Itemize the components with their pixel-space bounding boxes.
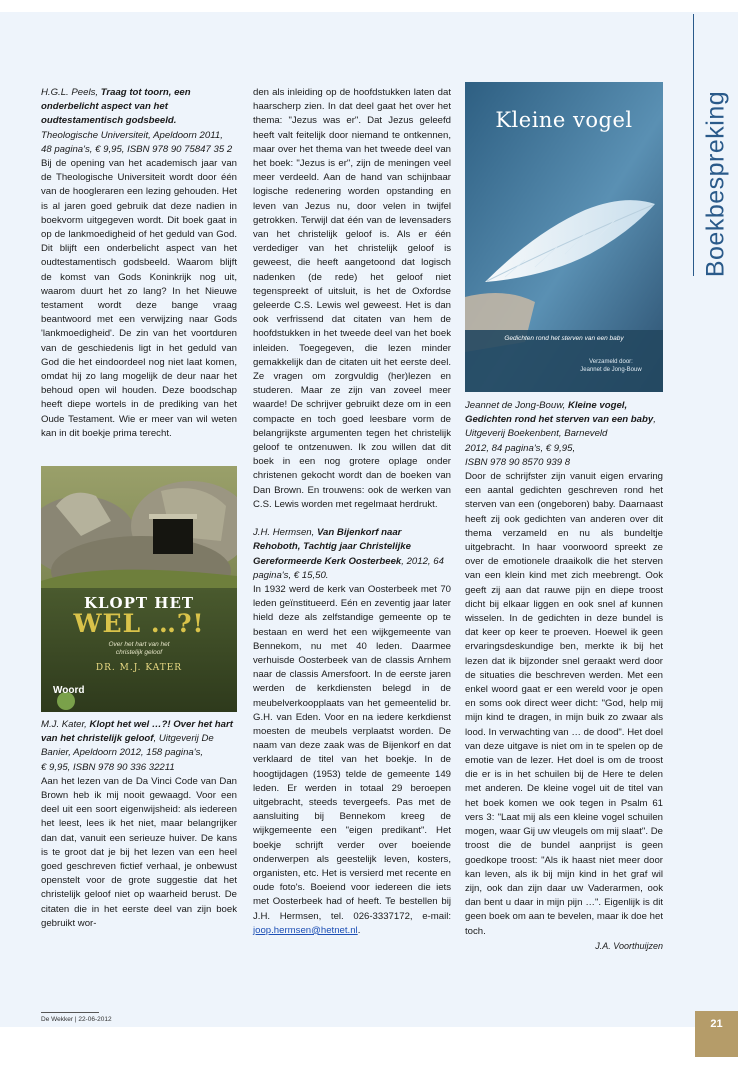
- page-number: 21: [695, 1011, 738, 1057]
- cover-1-publisher-logo: Woord: [53, 685, 85, 696]
- review-2-title: Klopt het wel …?! Over het hart van het christelijk geloof: [41, 719, 233, 745]
- review-3-author: J.H. Hermsen,: [253, 527, 317, 539]
- review-4-heading: Jeannet de Jong-Bouw, Kleine vogel, Gedichten rond het sterven van een baby, Uitgeverij Boekenbent, Barneveld 2012, 84 pagina's, € 9,95, ISBN 978 90 8570 939 8: [465, 400, 656, 468]
- review-4-author: Jeannet de Jong-Bouw,: [465, 400, 568, 411]
- review-2-body-part-1: Aan het lezen van de Da Vinci Code van Dan Brown heb ik mij nooit gewaagd. Voor een deel uit een soort eigenwijsheid: als iedereen het leest, lees ik het niet, maar belangrijker dan dat, vanuit een serieuze huiver. De kans is te groot dat je bij het lezen van een heel goed geschreven fictief verhaal, je onbewust openstelt voor de grote suggestie dat het christelijk geloof niet op waarheid berust. De citaten die in het eerste deel van zijn boek gebruikt wor-: [41, 775, 237, 929]
- cover-1-title-line-1: KLOPT HET: [83, 594, 195, 612]
- cover-2-credits: Verzameld door: Jeannet de Jong-Bouw: [580, 359, 642, 373]
- review-2-details: € 9,95, ISBN 978 90 336 32211: [41, 761, 175, 773]
- footer-rule: [41, 1012, 99, 1013]
- top-margin: [0, 0, 738, 12]
- column-3: [465, 399, 663, 953]
- cover-1-title-line-2: WEL …?!: [73, 609, 205, 638]
- cover-1-author: DR. M.J. KATER: [95, 663, 183, 673]
- review-3-details: , 2012, 64 pagina's, € 15,50.: [253, 555, 444, 581]
- review-1-body: Bij de opening van het academisch jaar van de Theologische Universiteit wordt door één van de hoogleraren een lezing gehouden. Het is al jaren goed gebruik dat deze nadien in boekvorm uitgegeven wordt. Dit boek gaat in op de lankmoedigheid of het geduld van God. Dit blijft een onderbelicht aspect van het oudtestamentisch godsbeeld. Waarom blijft de komst van Gods Koninkrijk nog uit, waarom duurt het zo lang? In het Nieuwe testament wordt deze bange vraag beantwoord met een verwijzing naar Gods 'lankmoedigheid'. De zin van het voortduren van de geschiedenis ligt in het geduld van God die het eindoordeel nog niet laat komen, omdat hij zo lang mogelijk de deur naar het behoud open wil houden. Deze boodschap heeft diepe wortels in de prediking van het Oude Testament. Wie er meer van wil weten kan in dit boekje prima terecht.: [41, 158, 237, 439]
- side-rule: [693, 14, 694, 276]
- email-link[interactable]: joop.hermsen@hetnet.nl: [253, 924, 358, 936]
- review-2-heading: M.J. Kater, Klopt het wel …?! Over het hart van het christelijk geloof, Uitgeverij De Banier, Apeldoorn 2012, 158 pagina's, € 9,95, ISBN 978 90 336 32211: [41, 719, 233, 773]
- review-3-title: Van Bijenkorf naar Rehoboth, Tachtig jaar Christelijke Gereformeerde Kerk Oosterbeek: [253, 527, 411, 567]
- review-2-body-part-2: den als inleiding op de hoofdstukken laten dat haarscherp zien. In dat deel gaat het over het thema: "Jezus was er". Dat Jezus geleefd heeft valt feitelijk door niemand te ontkennen, maar over het thema van het tweede deel van het boek: "Jezus is er", zijn de meningen veel meer verdeeld. Aan de hand van schijnbaar logische redenering worden opstanding en leven van Jezus nu, door velen in twijfel getrokken. Terwijl dat één van de levensaders van het christelijk geloof is. Als er één verdediger van het christelijk geloof is geweest, die heeft aangetoond dat logisch nadenken (de rede) het geloof niet tegenspreekt of uitsluit, is het de Oxfordse geleerde C.S. Lewis wel geweest. Het is dan ook verfrissend dat citaten van hem de hoofdstukken in het tweede deel van het boek inleiden. Toegegeven, die lezen minder gemakkelijk dan de citaten uit het eerste deel. Ze vragen om zorgvuldig (her)lezen en studeren. Maar ze zijn van zoveel meer waarde! De schrijver gebruikt deze om in een compacte en toch goed leesbare vorm de belangrijkste argumenten tegen het christelijk geloof te ontzenuwen. Ik zou willen dat dit boek in een nog grotere oplage onder christenen gekocht wordt dan de boeken van Dan Brown. En trouwens: ook de werken van C.S. Lewis worden met regelmaat herdrukt.: [253, 87, 451, 510]
- review-1-author: H.G.L. Peels,: [41, 87, 101, 98]
- cover-1-subtitle: Over het hart van het christelijk geloof: [108, 641, 170, 656]
- book-cover-kleine-vogel: [465, 82, 663, 392]
- book-cover-klopt-het-wel: [41, 466, 237, 712]
- column-1: [41, 86, 237, 441]
- cover-2-title: Kleine vogel: [495, 108, 633, 132]
- review-2-start: [41, 718, 237, 931]
- footer-publication: De Wekker | 22-06-2012: [41, 1016, 112, 1023]
- review-4-isbn: ISBN 978 90 8570 939 8: [465, 456, 571, 468]
- reviewer-signature: J.A. Voorthuijzen: [595, 940, 663, 951]
- tomb-photo: [41, 466, 237, 712]
- review-4-body: Door de schrijfster zijn vanuit eigen ervaring een aantal gedichten geschreven rond het sterven van een (ongeboren) baby. Daarnaast heeft zij ook gedichten van anderen over dit thema verzameld en nu als bundeltje uitgebracht. In haar voorwoord spreekt ze over de emotionele draaikolk die het sterven van een klein kind met zich meebrengt. Ook geeft zij aan dat rauwe pijn en diepe troost dicht bij elkaar liggen en ook snel af kunnen wisselen. In de gedichten in deze bundel is dat keer op keer te proeven. Hoewel ik geen ervaringsdeskundige ben, merkte ik bij het lezen dat ik bijzonder snel geraakt werd door de situaties die beschreven werden. Met een enkel woord gaat er een wereld voor je open en soms ook direct weer dicht: "God, help mij mijn kind te dragen, in mijn buik zo zwaar als lood. In verwachting van … de dood". Het doel van deze uitgave is niet om in te spelen op de emotie van de lezer. Het doel is om de troost die er is in het schuilen bij de Here te delen met anderen. De kleine vogel uit de titel van het boek komen we ook tegen in Psalm 61 vers 3: "Laat mij als een kleine vogel schuilen mogen, waar Gij uw vleugels om mij slaat". De troost die de bundel aanprijst is geen goedkope troost: "Als ik haast niet meer door kan leven, als ik bij mijn kind in het graf wil zijn, ook dan zijn daar uw Vaderarmen, ook dan bent u daar in mijn pijn …". Eigenlijk is dit geen boek om aan te bevelen, maar ik doe het toch.: [465, 471, 663, 937]
- column-2: [253, 86, 451, 938]
- review-1-heading: H.G.L. Peels, Traag tot toorn, een onderbelicht aspect van het oudtestamentisch godsbeeld. Theologische Universiteit, Apeldoorn 2011, 48 pagina's, € 9,95, ISBN 978 90 75847 35 2: [41, 87, 233, 155]
- review-2-author: M.J. Kater,: [41, 719, 90, 730]
- review-1-publisher: Theologische Universiteit, Apeldoorn 2011,: [41, 129, 223, 141]
- review-1-title: Traag tot toorn, een onderbelicht aspect van het oudtestamentisch godsbeeld: [41, 87, 191, 127]
- bottom-margin: [0, 1027, 738, 1068]
- cover-2-subtitle: Gedichten rond het sterven van een baby: [504, 335, 624, 342]
- review-1-details: 48 pagina's, € 9,95, ISBN 978 90 75847 35 2: [41, 143, 233, 155]
- review-3-body: In 1932 werd de kerk van Oosterbeek met 70 leden geïnstitueerd. Eén en zeventig jaar later hield deze als zelfstandige gemeente op te bestaan en werd het een wijkgemeente van Bennekom, nu met 40 leden. Daarmee verhuisde Oosterbeek van de classis Arnhem naar de classis Amersfoort. In de eerste jaren werden de kerkdiensten belegd in de meubelverkoopplaats van het gemeentelid br. G.H. van Eden. Voor en na iedere kerkdienst moesten de meubels verplaatst worden. De naam van deze zaak was de Bijenkorf en dat verklaard de titel van het boekje. In de hoogtijdagen (1953) telde de gemeente 149 leden. Er werden in totaal 29 beroepen uitgebracht, steeds tevergeefs. Pas met de aansluiting bij Bennekom kreeg de wijkgemeente een "eigen predikant". Het boekje schrijft verder over boeiende onderwerpen als geestelijk leven, kosters, organisten, etc. Het is versierd met recente en oude foto's. Boeiend voor iedereen die iets met Oosterbeek had of heeft. Te bestellen bij J.H. Hermsen, tel. 026-3337172, e-mail: joop.hermsen@hetnet.nl.: [253, 583, 451, 936]
- review-3-heading: [253, 526, 451, 583]
- review-4-title: Kleine vogel, Gedichten rond het sterven van een baby: [465, 400, 654, 426]
